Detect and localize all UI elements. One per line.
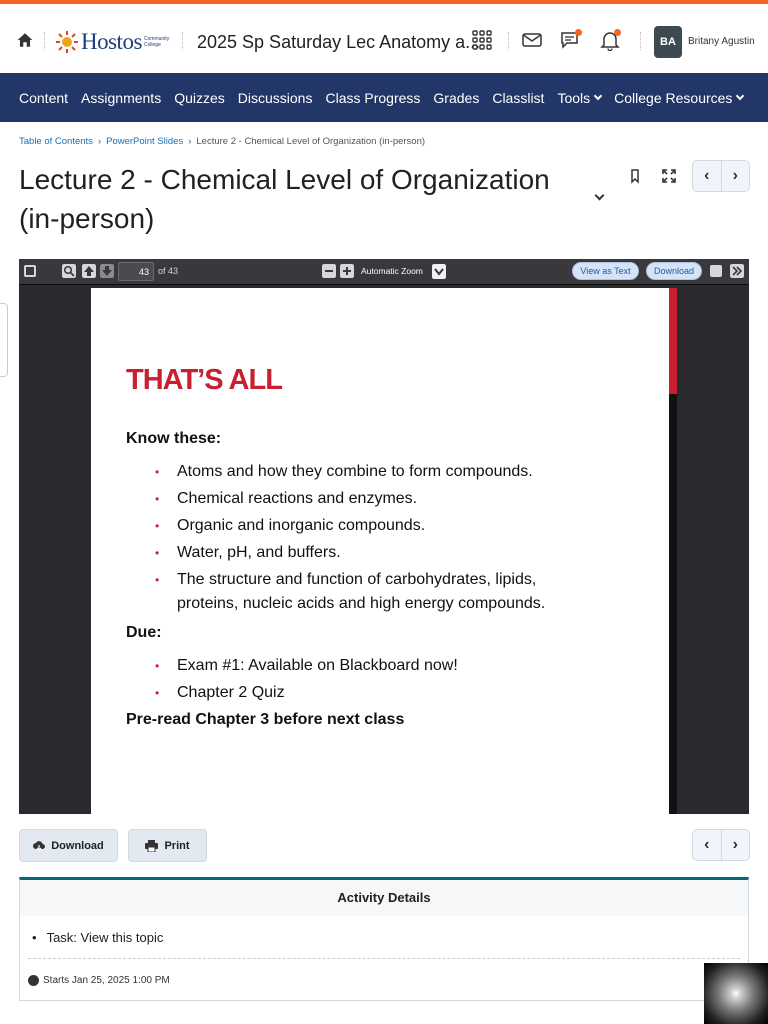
slide-due-list — [155, 654, 575, 708]
nav-item-college-resources[interactable] — [614, 90, 743, 106]
zoom-in-icon[interactable] — [340, 264, 354, 278]
page-total: of 43 — [158, 266, 179, 276]
avatar[interactable]: BA — [654, 26, 682, 58]
nav-item-classlist[interactable]: Classlist — [492, 89, 545, 106]
title-dropdown-chevron-icon[interactable] — [595, 191, 605, 201]
zoom-dropdown-icon[interactable] — [432, 264, 446, 279]
top-bar — [0, 0, 768, 73]
zoom-out-icon[interactable] — [322, 264, 336, 278]
slide-footer: Pre-read Chapter 3 before next class — [126, 711, 405, 728]
breadcrumb-table-of-contents[interactable]: Table of Contents — [19, 136, 93, 147]
nav-item-tools[interactable] — [557, 90, 601, 106]
scrollbar-thumb[interactable] — [669, 288, 677, 394]
list-item: • Water, pH, and buffers. — [155, 541, 575, 565]
breadcrumb-powerpoint-slides[interactable]: PowerPoint Slides — [106, 136, 184, 147]
topic-pager — [692, 160, 750, 192]
presentation-mode-icon[interactable] — [710, 265, 722, 277]
divider — [182, 32, 183, 50]
breadcrumb-current: Lecture 2 - Chemical Level of Organization (in-person) — [196, 136, 426, 147]
college-logo[interactable] — [56, 28, 172, 56]
logo-text: Hostos — [81, 29, 142, 54]
activity-details-heading[interactable]: Activity Details — [20, 880, 748, 916]
list-item: • The structure and function of carbohydrates, lipids, proteins, nucleic acids and high energy compounds. — [155, 568, 575, 616]
page-number-input[interactable]: 43 — [118, 262, 154, 281]
search-icon[interactable] — [62, 264, 76, 278]
webcam-overlay — [704, 963, 768, 1024]
print-label: Print — [164, 839, 190, 852]
bell-notification-dot — [614, 29, 621, 36]
user-name[interactable]: Britany Agustin — [688, 36, 755, 47]
next-topic-button[interactable]: › — [732, 836, 738, 853]
scrollbar-track[interactable] — [669, 394, 677, 814]
nav-item-college-resources-label: College Resources — [614, 89, 733, 106]
bottom-topic-pager — [692, 829, 750, 861]
tools-menu-icon[interactable] — [730, 264, 744, 278]
cloud-download-icon — [33, 840, 45, 852]
course-title[interactable]: 2025 Sp Saturday Lec Anatomy a... — [197, 32, 481, 52]
clock-icon — [28, 975, 39, 986]
mail-icon[interactable] — [521, 29, 543, 51]
nav-item-assignments[interactable]: Assignments — [81, 89, 162, 106]
view-as-text-button[interactable]: View as Text — [572, 262, 639, 280]
slide-know-heading: Know these: — [126, 430, 222, 447]
list-item: • Exam #1: Available on Blackboard now! — [155, 654, 575, 678]
course-navbar — [0, 73, 768, 122]
divider — [28, 958, 740, 959]
download-button[interactable] — [19, 829, 118, 862]
chevron-down-icon — [736, 91, 744, 99]
activity-start-date — [28, 975, 170, 986]
previous-topic-button[interactable]: ‹ — [693, 830, 722, 860]
list-item: • Atoms and how they combine to form compounds. — [155, 460, 575, 484]
activity-task: • Task: View this topic — [32, 930, 163, 945]
list-item: • Organic and inorganic compounds. — [155, 514, 575, 538]
list-item: • Chemical reactions and enzymes. — [155, 487, 575, 511]
breadcrumb — [19, 136, 425, 147]
list-item: • Chapter 2 Quiz — [155, 681, 575, 705]
fullscreen-icon[interactable] — [661, 168, 677, 184]
breadcrumb-separator: › — [188, 136, 192, 147]
nav-item-tools-label: Tools — [557, 89, 591, 106]
home-icon[interactable] — [16, 31, 34, 49]
nav-item-grades[interactable]: Grades — [433, 89, 480, 106]
print-button[interactable] — [128, 829, 207, 862]
nav-item-class-progress[interactable]: Class Progress — [325, 89, 421, 106]
slide-page — [91, 288, 677, 814]
breadcrumb-separator: › — [97, 136, 102, 147]
chat-notification-dot — [575, 29, 582, 36]
slide-due-heading: Due: — [126, 624, 162, 641]
divider — [44, 32, 45, 50]
nav-item-content[interactable]: Content — [19, 89, 69, 106]
slide-know-list — [155, 460, 575, 619]
chevron-down-icon — [594, 91, 602, 99]
sidebar-toggle-icon[interactable] — [24, 265, 36, 277]
divider — [640, 32, 641, 50]
page-title: Lecture 2 - Chemical Level of Organization (in-person) — [19, 164, 550, 234]
divider — [508, 32, 509, 50]
course-selector-grid-icon[interactable] — [471, 29, 493, 51]
bookmark-icon[interactable] — [627, 168, 643, 184]
sun-logo-icon — [56, 31, 78, 53]
printer-icon — [145, 840, 158, 852]
previous-page-icon[interactable] — [82, 264, 96, 278]
next-topic-button[interactable]: › — [732, 167, 738, 184]
logo-subtext: Community College — [143, 36, 170, 48]
viewer-download-button[interactable]: Download — [646, 262, 702, 280]
pdf-toolbar — [19, 259, 749, 285]
activity-details-panel — [19, 877, 749, 1001]
next-page-icon[interactable] — [100, 264, 114, 278]
previous-topic-button[interactable]: ‹ — [693, 161, 722, 191]
zoom-select[interactable]: Automatic Zoom — [361, 266, 423, 276]
sidebar-expand-tab[interactable] — [0, 303, 8, 377]
start-date-text: Starts Jan 25, 2025 1:00 PM — [43, 975, 170, 986]
nav-item-discussions[interactable]: Discussions — [237, 89, 313, 106]
download-label: Download — [51, 839, 104, 852]
nav-item-quizzes[interactable]: Quizzes — [174, 89, 225, 106]
pdf-viewer — [19, 259, 749, 814]
slide-heading: THAT’S ALL — [126, 364, 282, 396]
